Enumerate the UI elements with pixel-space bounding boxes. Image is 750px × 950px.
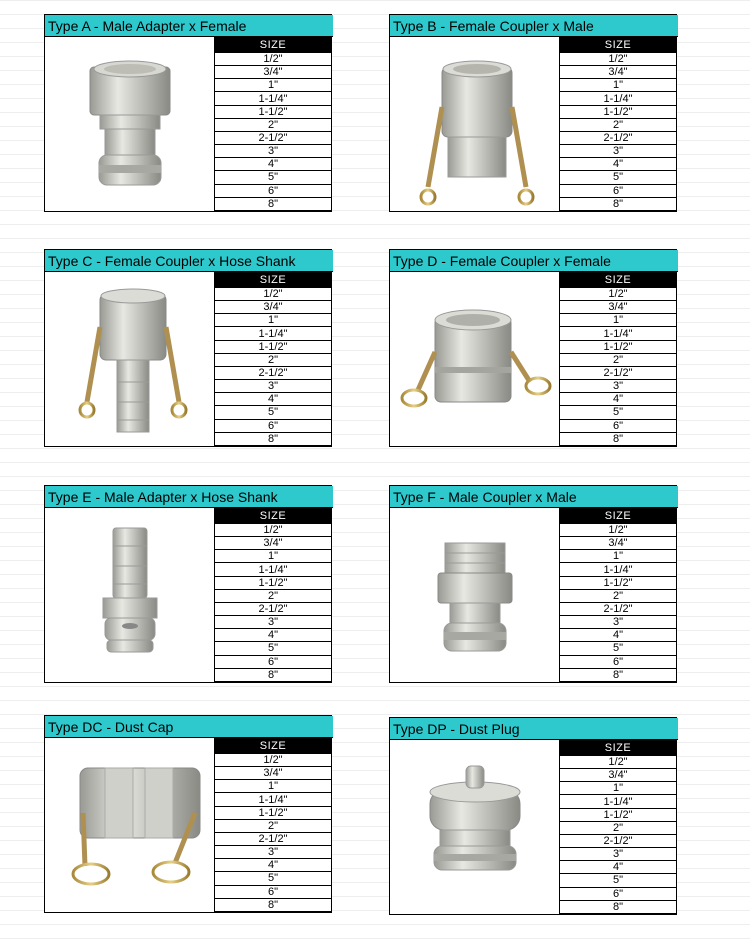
size-row [560, 419, 677, 432]
size-value: 2" [215, 353, 332, 366]
size-value: 1-1/2" [560, 576, 677, 589]
size-row [560, 642, 677, 655]
size-row [560, 887, 677, 900]
size-row [215, 158, 332, 171]
size-row [560, 834, 677, 847]
size-value: 3/4" [560, 301, 677, 314]
product-photo [390, 37, 560, 211]
size-header: SIZE [215, 509, 332, 524]
size-value: 1-1/2" [560, 105, 677, 118]
size-value: 1" [215, 79, 332, 92]
size-value: 1-1/4" [560, 92, 677, 105]
female-coupler-female-icon [390, 272, 560, 446]
size-value: 1" [560, 550, 677, 563]
size-value: 2" [560, 589, 677, 602]
size-value: 4" [560, 393, 677, 406]
size-row [215, 66, 332, 79]
size-row [215, 314, 332, 327]
size-table [214, 508, 332, 682]
size-value: 5" [215, 872, 332, 885]
product-photo [45, 508, 215, 682]
size-row [215, 524, 332, 537]
size-value: 8" [560, 900, 677, 913]
size-row [215, 668, 332, 681]
size-table [559, 272, 677, 446]
size-row [215, 53, 332, 66]
product-card [44, 249, 332, 447]
product-photo [45, 738, 215, 912]
size-row [560, 340, 677, 353]
size-value: 1-1/2" [215, 806, 332, 819]
size-value: 2-1/2" [560, 131, 677, 144]
product-photo [45, 37, 215, 211]
size-value: 4" [215, 629, 332, 642]
size-value: 6" [215, 184, 332, 197]
product-card [44, 485, 332, 683]
size-value: 3/4" [560, 769, 677, 782]
size-row [215, 131, 332, 144]
size-value: 1/2" [215, 754, 332, 767]
size-value: 3" [215, 145, 332, 158]
size-row [560, 171, 677, 184]
size-value: 8" [215, 432, 332, 445]
size-row [215, 432, 332, 445]
card-title: Type E - Male Adapter x Hose Shank [45, 486, 333, 508]
size-row [560, 406, 677, 419]
size-row [215, 898, 332, 911]
size-value: 5" [215, 171, 332, 184]
size-row [215, 602, 332, 615]
size-value: 2" [215, 589, 332, 602]
size-value: 2-1/2" [215, 366, 332, 379]
size-value: 1-1/4" [215, 92, 332, 105]
size-table [559, 508, 677, 682]
size-value: 5" [560, 171, 677, 184]
size-row [215, 380, 332, 393]
size-row [215, 406, 332, 419]
size-row [215, 340, 332, 353]
size-row [215, 537, 332, 550]
size-row [560, 288, 677, 301]
size-value: 1-1/4" [215, 563, 332, 576]
card-title: Type D - Female Coupler x Female [390, 250, 678, 272]
size-value: 3" [560, 848, 677, 861]
size-value: 1-1/4" [560, 795, 677, 808]
size-value: 3" [560, 380, 677, 393]
card-title: Type F - Male Coupler x Male [390, 486, 678, 508]
size-header: SIZE [560, 741, 677, 756]
size-row [560, 79, 677, 92]
size-row [560, 314, 677, 327]
card-title: Type DC - Dust Cap [45, 716, 333, 738]
size-row [560, 197, 677, 210]
size-value: 1/2" [215, 524, 332, 537]
size-row [560, 874, 677, 887]
size-row [215, 832, 332, 845]
size-row [560, 795, 677, 808]
size-value: 1-1/2" [215, 576, 332, 589]
size-value: 4" [560, 158, 677, 171]
size-row [215, 767, 332, 780]
female-coupler-male-icon [390, 37, 560, 211]
size-value: 8" [560, 668, 677, 681]
size-row [560, 629, 677, 642]
size-value: 8" [215, 197, 332, 210]
size-row [560, 756, 677, 769]
size-row [215, 327, 332, 340]
size-value: 5" [560, 406, 677, 419]
size-value: 6" [560, 184, 677, 197]
size-row [215, 393, 332, 406]
size-value: 1/2" [560, 756, 677, 769]
size-row [215, 366, 332, 379]
size-value: 3/4" [215, 767, 332, 780]
size-header: SIZE [215, 38, 332, 53]
size-row [560, 184, 677, 197]
size-value: 6" [560, 887, 677, 900]
product-photo [390, 508, 560, 682]
size-row [560, 118, 677, 131]
size-value: 1-1/2" [560, 340, 677, 353]
size-value: 5" [560, 642, 677, 655]
size-value: 1" [560, 79, 677, 92]
size-value: 1-1/4" [215, 327, 332, 340]
size-value: 8" [560, 197, 677, 210]
size-value: 1/2" [560, 288, 677, 301]
size-row [560, 537, 677, 550]
male-adapter-hose-shank-icon [45, 508, 215, 682]
size-row [560, 353, 677, 366]
size-row [560, 655, 677, 668]
size-value: 6" [215, 419, 332, 432]
size-row [560, 900, 677, 913]
size-row [560, 301, 677, 314]
size-value: 5" [215, 642, 332, 655]
size-row [560, 158, 677, 171]
size-value: 6" [560, 655, 677, 668]
size-row [560, 131, 677, 144]
size-table [214, 37, 332, 211]
size-row [560, 550, 677, 563]
size-row [215, 79, 332, 92]
size-value: 1-1/2" [215, 105, 332, 118]
size-row [560, 145, 677, 158]
size-value: 1-1/4" [560, 327, 677, 340]
size-value: 4" [215, 859, 332, 872]
product-card [389, 717, 677, 915]
size-value: 8" [215, 898, 332, 911]
size-row [560, 782, 677, 795]
size-row [560, 848, 677, 861]
size-value: 3/4" [215, 301, 332, 314]
size-row [560, 393, 677, 406]
size-row [560, 366, 677, 379]
size-row [215, 301, 332, 314]
size-row [215, 872, 332, 885]
size-row [215, 419, 332, 432]
size-row [215, 550, 332, 563]
size-header: SIZE [560, 509, 677, 524]
size-row [215, 288, 332, 301]
size-row [560, 616, 677, 629]
size-row [560, 380, 677, 393]
size-row [560, 327, 677, 340]
size-value: 3/4" [560, 66, 677, 79]
size-row [560, 861, 677, 874]
card-title: Type C - Female Coupler x Hose Shank [45, 250, 333, 272]
size-header: SIZE [560, 38, 677, 53]
size-row [560, 576, 677, 589]
size-row [215, 629, 332, 642]
size-value: 2" [560, 118, 677, 131]
size-value: 1-1/4" [560, 563, 677, 576]
male-coupler-male-icon [390, 508, 560, 682]
size-value: 3/4" [215, 537, 332, 550]
size-value: 5" [215, 406, 332, 419]
size-row [560, 53, 677, 66]
size-row [560, 92, 677, 105]
size-value: 2-1/2" [560, 834, 677, 847]
size-value: 2" [215, 118, 332, 131]
size-header: SIZE [215, 739, 332, 754]
size-value: 4" [560, 629, 677, 642]
size-row [215, 655, 332, 668]
card-title: Type A - Male Adapter x Female [45, 15, 333, 37]
size-row [215, 171, 332, 184]
size-value: 3" [215, 846, 332, 859]
size-row [215, 885, 332, 898]
size-row [560, 432, 677, 445]
size-row [215, 589, 332, 602]
card-title: Type DP - Dust Plug [390, 718, 678, 740]
size-table [214, 738, 332, 912]
size-row [215, 806, 332, 819]
size-value: 3/4" [560, 537, 677, 550]
dust-plug-icon [390, 740, 560, 914]
size-value: 8" [560, 432, 677, 445]
size-row [560, 105, 677, 118]
size-table [559, 740, 677, 914]
size-value: 2-1/2" [560, 602, 677, 615]
size-row [215, 105, 332, 118]
product-card [389, 485, 677, 683]
size-header: SIZE [560, 273, 677, 288]
size-row [215, 642, 332, 655]
size-row [560, 769, 677, 782]
size-row [215, 616, 332, 629]
size-value: 3" [560, 145, 677, 158]
size-row [215, 780, 332, 793]
size-value: 2" [560, 353, 677, 366]
dust-cap-icon [45, 738, 215, 912]
size-value: 2-1/2" [560, 366, 677, 379]
product-card [389, 249, 677, 447]
size-value: 1/2" [560, 53, 677, 66]
size-row [215, 563, 332, 576]
size-value: 3" [215, 616, 332, 629]
size-value: 2-1/2" [215, 602, 332, 615]
size-row [560, 602, 677, 615]
size-value: 8" [215, 668, 332, 681]
size-row [215, 145, 332, 158]
product-card [44, 14, 332, 212]
size-value: 3" [215, 380, 332, 393]
size-value: 1/2" [560, 524, 677, 537]
size-row [215, 184, 332, 197]
size-row [215, 197, 332, 210]
size-row [215, 793, 332, 806]
size-row [215, 819, 332, 832]
female-coupler-hose-shank-icon [45, 272, 215, 446]
size-value: 3" [560, 616, 677, 629]
size-row [560, 589, 677, 602]
size-value: 6" [215, 655, 332, 668]
size-value: 1" [215, 314, 332, 327]
size-value: 6" [215, 885, 332, 898]
product-photo [390, 272, 560, 446]
size-value: 1/2" [215, 53, 332, 66]
size-row [215, 353, 332, 366]
product-card [389, 14, 677, 212]
size-row [560, 66, 677, 79]
size-value: 1" [560, 782, 677, 795]
size-value: 6" [560, 419, 677, 432]
size-value: 3/4" [215, 66, 332, 79]
size-row [560, 808, 677, 821]
size-value: 1-1/4" [215, 793, 332, 806]
size-value: 4" [215, 158, 332, 171]
size-row [215, 846, 332, 859]
size-row [560, 563, 677, 576]
size-value: 4" [560, 861, 677, 874]
size-value: 1" [215, 550, 332, 563]
card-title: Type B - Female Coupler x Male [390, 15, 678, 37]
size-row [560, 524, 677, 537]
size-value: 1/2" [215, 288, 332, 301]
size-table [559, 37, 677, 211]
size-value: 1" [215, 780, 332, 793]
product-card [44, 715, 332, 913]
size-value: 2" [215, 819, 332, 832]
size-row [215, 118, 332, 131]
product-photo [45, 272, 215, 446]
size-row [215, 576, 332, 589]
product-photo [390, 740, 560, 914]
size-row [560, 668, 677, 681]
size-value: 1-1/2" [215, 340, 332, 353]
size-value: 1-1/2" [560, 808, 677, 821]
size-row [560, 821, 677, 834]
size-value: 2" [560, 821, 677, 834]
size-value: 4" [215, 393, 332, 406]
size-value: 2-1/2" [215, 832, 332, 845]
size-header: SIZE [215, 273, 332, 288]
size-value: 2-1/2" [215, 131, 332, 144]
male-adapter-female-icon [45, 37, 215, 211]
size-row [215, 859, 332, 872]
size-row [215, 92, 332, 105]
size-value: 1" [560, 314, 677, 327]
size-table [214, 272, 332, 446]
size-value: 5" [560, 874, 677, 887]
size-row [215, 754, 332, 767]
